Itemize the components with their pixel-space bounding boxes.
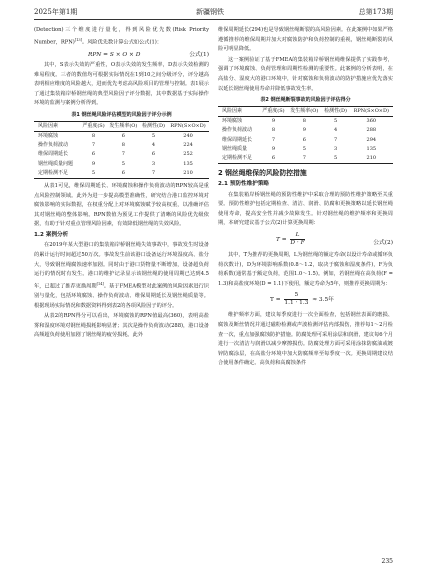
table-cell: 5	[151, 132, 156, 139]
table-cell: 6	[91, 151, 96, 158]
table-cell: 8	[91, 132, 96, 139]
formula-replacement-period	[218, 230, 393, 250]
formula-number: 公式(2)	[373, 240, 393, 247]
table-header-cell: 检测性(D)	[324, 108, 348, 115]
table-cell: 7	[151, 169, 156, 176]
table-row	[218, 117, 393, 127]
formula-rpn	[34, 49, 209, 61]
table-cell: 6	[121, 169, 125, 176]
table-cell: 240	[183, 132, 193, 139]
citation: [14]	[96, 281, 104, 286]
table-header-cell: 严重度(S)	[82, 122, 105, 129]
table-header-cell: 风险因素	[38, 122, 59, 129]
page-header	[0, 0, 427, 22]
table-row	[34, 169, 209, 179]
table-cell: 8	[121, 142, 125, 149]
risk-factor-table-1	[34, 121, 209, 179]
total-issue-label: 总第173期	[358, 8, 393, 16]
table-cell: 环境腐蚀	[222, 118, 243, 125]
formula-fraction	[290, 232, 304, 247]
formula-lhs: T =	[276, 237, 287, 244]
table-cell: 210	[366, 154, 377, 161]
formula-expression: RPN = S × O × D	[88, 51, 141, 58]
table-header-cell: 发生频率(O)	[109, 122, 138, 129]
table-cell: 6	[151, 151, 156, 158]
table-cell: 9	[271, 145, 276, 152]
formula-example	[218, 290, 393, 310]
risk-factor-table-2	[218, 106, 393, 164]
paragraph: 其中，S表示失效的严重性，O表示失效的发生频率，D表示失效检测的难易程度。三者的数值均可根据实际情况在1到10之间分级评分，评分越高表明相应维度的风险越大，进而优先考虑高风险项目的管理与控制。表1展示了通过集装箱岸桥钢丝绳的典型风险因子评分数据，其中数据基于实际操作环境的监测与案例分析得到。	[34, 61, 209, 107]
section-heading: 1.2 案例分析	[34, 231, 69, 238]
table-cell: 4	[333, 127, 338, 134]
table-cell: 5	[91, 169, 96, 176]
table-cell: 定期检测不足	[222, 154, 253, 161]
left-column	[34, 26, 209, 342]
table-cell: 7	[302, 154, 306, 161]
formula-number: 公式(1)	[189, 51, 209, 58]
table-cell: 8	[302, 118, 306, 125]
paragraph: 维保周期延长(294)也是导致钢丝绳断裂的高风险因素。在此案例中如果严格遵循推荐的维保周期并加大对腐蚀防护和负荷控制的重视，钢丝绳断裂的风险可明显降低。	[218, 27, 393, 53]
table-row	[34, 131, 209, 141]
table-cell: 9	[302, 127, 306, 134]
paragraph: 从表2的RPN得分可以看出，环境腐蚀的RPN值最高(360)，表明高盐雾和湿度环境对钢丝绳损耗影响显著；其次是操作负荷波动(288)，港口设备高频超负荷使用加剧了钢丝绳的疲劳损耗。此外	[34, 313, 209, 339]
table-cell: 操作负荷波动	[222, 127, 253, 134]
citation: [13]	[74, 37, 83, 42]
table-caption: 表2 钢丝绳断裂事故的风险因子评估得分	[260, 97, 351, 104]
table-cell: 3	[151, 160, 156, 167]
formula-denominator: 1.1 · 1.3	[284, 300, 309, 307]
table-cell: 8	[271, 127, 276, 134]
table-cell: 3	[333, 145, 338, 152]
table-cell: 9	[91, 160, 96, 167]
table-row	[34, 141, 209, 150]
table-cell: 6	[121, 132, 125, 139]
formula-numerator: L	[290, 232, 304, 240]
table-cell: 操作负荷波动	[38, 142, 69, 149]
subsection-heading: 2.1 预防性维护策略	[218, 181, 270, 188]
formula-denominator: D · F	[290, 240, 305, 247]
table-cell: 维保周期延长	[222, 136, 253, 143]
table-cell: 288	[366, 127, 377, 134]
header-rule	[34, 19, 393, 20]
table-cell: 环境腐蚀	[38, 132, 59, 139]
issue-label: 2025年第1期	[34, 8, 78, 16]
table-row	[218, 126, 393, 135]
table-cell: 252	[183, 151, 193, 158]
table-cell: 6	[271, 154, 276, 161]
table-cell: 360	[366, 118, 377, 125]
table-header-cell: RPN(S×O×D)	[353, 108, 389, 115]
paragraph: 其中，T为推荐的更换周期，L为钢丝绳的额定寿命(以设计寿命或循环负荷次数计)，D为环境影响系数(0.8～1.2，取决于腐蚀和湿度条件)，F为负荷系数(通常基于额定负荷，范围1.0～1.5)。例如，若钢丝绳在高负荷(F = 1.3)和高盐度环境(D = 1.1)下使用，额定寿命为5年，则推荐更换周期为：	[218, 252, 393, 287]
paragraph: 维护频率方面，建议每季度进行一次全面检查，包括钢丝表面的磨损、腐蚀及断丝情况并通过磁粉检测或声波检测评估内部损伤，推荐每1～2月检查一次，重点加强腐蚀防护措施。防腐处理可采用涂层和润滑，建议每6个月进行一次清洁与润滑以减少摩擦损伤。防腐处理方面可采用涂抹防腐油或镀锌防腐涂层，在高盐分环境中加大防腐频率至每季度一次。更换周期建议结合使用条件确定。高负荷和高腐蚀条件	[218, 312, 393, 367]
table-cell: 钢丝绳质量问题	[38, 160, 74, 167]
table-cell: 5	[333, 154, 338, 161]
table-cell: 定期检测不足	[38, 169, 69, 176]
table-cell: 9	[271, 118, 276, 125]
table-caption: 表1 钢丝绳风险评估模型的风险因子评分示例	[71, 111, 172, 118]
table-cell: 维保周期延长	[38, 151, 69, 158]
formula-fraction	[284, 292, 308, 307]
formula-result: ≈ 3.5年	[312, 297, 334, 304]
table-cell: 224	[183, 142, 193, 149]
table-row	[218, 136, 393, 145]
table-row	[34, 160, 209, 169]
table-row	[34, 150, 209, 159]
formula-numerator: 5	[284, 292, 308, 300]
table-cell: 钢丝绳质量	[222, 145, 248, 152]
table-header-cell: 严重度(S)	[262, 108, 285, 115]
table-header-cell: 风险因素	[222, 108, 243, 115]
right-column	[218, 26, 393, 370]
paragraph: 这一案例验证了基于FMEA的集装箱岸桥钢丝绳维保提供了实践参考，强调了环境腐蚀、负荷管理和周期性检测的重要性。此案例的分析表明，在高盐分、湿度大的港口环境中，针对腐蚀和负荷波动的防护措施应优先落实以延长钢丝绳使用寿命并降低事故发生率。	[218, 56, 393, 92]
table-row	[218, 145, 393, 154]
table-cell: 5	[302, 145, 306, 152]
journal-name: 新疆钢铁	[196, 8, 224, 16]
table-header-cell: 发生频率(O)	[290, 108, 319, 115]
table-cell: 4	[151, 142, 156, 149]
paragraph: 从表1可见，维保周期延长、环境腐蚀和操作负荷波动的RPN较高是重点风险控制领域。此外为进一步提高模型准确性，研究结合港口监控环境对腐蚀影响的实际数据，在权重分配上对环境腐蚀赋予较高权重，以准确评估其对钢丝绳的整体影响。RPN数值为预见工作提供了清晰的风险优先级依据，有助于针对重点管理风险因素，有效降低钢丝绳的失效风险。	[34, 182, 209, 228]
table-cell: 7	[91, 142, 96, 149]
table-cell: 5	[121, 160, 125, 167]
paragraph: 在2019年某大型港口的集装箱岸桥钢丝绳失效事故中，事故发生时设备的累计运行时间超过50万次。事故发生前该港口设备运行环境湿度高、盐分大，导致钢丝绳腐蚀速率加剧。同时由于港口货物量不断增加，设备超负荷运行的情况时有发生。港口的维护记录显示该钢丝绳的使用周期已达到4.5年，已超过了推荐更换周期[14]。基于FMEA模型对此案例的风险因素进行识别与量化，包括环境腐蚀、操作负荷波动、维保周期延长及钢丝绳质量等。根据现场实际情况和数据资料得到表2的各项风险因子的评分。	[34, 242, 209, 309]
paragraph: 在集装箱岸桥钢丝绳的预防性维护中采取合理的预防性维护策略至关重要。预防性维护包括定期检查、清洁、润滑、防腐和更换策略以延长钢丝绳使用寿命，提高安全性并减少故障发生。针对钢丝绳的维护频率和更换周期，本研究建议基于公式(2)计算更换周期：	[218, 191, 393, 227]
table-cell: 6	[302, 136, 306, 143]
table-cell: 5	[333, 118, 338, 125]
page-number: 235	[381, 558, 393, 565]
table-header-cell: RPN(S×O×D)	[170, 122, 206, 129]
table-cell: 210	[183, 169, 193, 176]
section-heading: 2 钢丝绳维保的风险防控措施	[218, 169, 307, 178]
table-row	[218, 154, 393, 164]
table-cell: 7	[333, 136, 338, 143]
table-cell: 7	[121, 151, 125, 158]
table-header-cell: 检测性(D)	[142, 122, 165, 129]
table-cell: 7	[271, 136, 276, 143]
table-cell: 135	[183, 160, 193, 167]
table-cell: 135	[366, 145, 377, 152]
table-cell: 294	[366, 136, 377, 143]
paragraph: (Detection)三个维度进行量化，得到风险优先数(Risk Priority Number，RPN)[13]。风险优先数计算公式如公式(1)：	[34, 27, 209, 46]
formula-lhs: T =	[270, 297, 281, 304]
